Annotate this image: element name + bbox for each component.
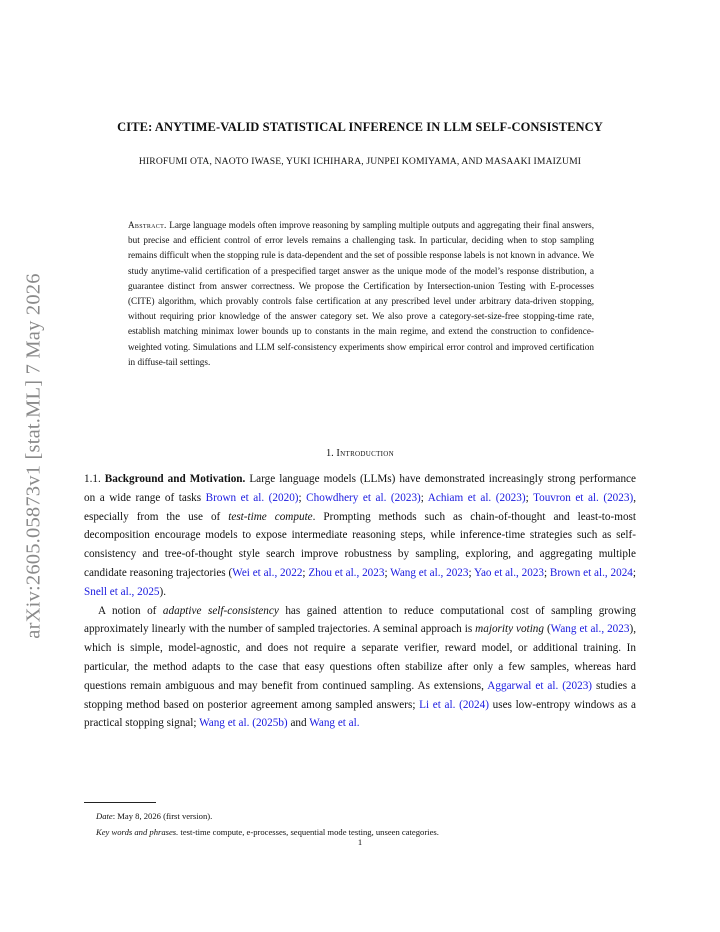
paragraph-text: ;	[632, 566, 636, 579]
paragraph-text: studies a stopping method based on posterior agreement among sampled answers;	[84, 679, 636, 711]
citation-link[interactable]: Wei et al., 2022	[232, 566, 303, 579]
citation-link[interactable]: Wang et al., 2023	[550, 623, 630, 636]
emphasis-text: adaptive self-consistency	[162, 604, 279, 617]
citation-link[interactable]: Touvron et al. (2023)	[533, 491, 634, 504]
citation-link[interactable]: Aggarwal et al. (2023)	[487, 679, 593, 692]
paragraph-text: Large language models (LLMs) have demonstrated increasingly strong performance on a wide range of tasks	[84, 473, 636, 504]
paragraph-text: ;	[302, 566, 309, 579]
section-title: Introduction	[336, 448, 395, 459]
paragraph-text: (	[543, 623, 551, 636]
paragraph-text: ;	[298, 491, 307, 504]
paragraph-text: ;	[468, 566, 474, 579]
paragraph-text: A notion of	[98, 604, 163, 617]
body-text	[84, 470, 636, 733]
footnote-keywords-text: test-time compute, e-processes, sequential mode testing, unseen categories.	[178, 827, 439, 837]
paragraph-text: ;	[420, 491, 428, 504]
citation-link[interactable]: Yao et al., 2023	[473, 566, 545, 579]
citation-link[interactable]: Wang et al., 2023	[390, 566, 469, 579]
paragraph-text: ;	[525, 491, 534, 504]
emphasis-text: majority voting	[475, 623, 544, 636]
paper-authors: HIROFUMI OTA, NAOTO IWASE, YUKI ICHIHARA, JUNPEI KOMIYAMA, AND MASAAKI IMAIZUMI	[138, 156, 582, 167]
citation-link[interactable]: Zhou et al., 2023	[308, 566, 385, 579]
arxiv-identifier-text: arXiv:2605.05873v1 [stat.ML] 7 May 2026	[22, 273, 45, 639]
footnote-date-text: : May 8, 2026 (first version).	[112, 811, 213, 821]
footnote-rule	[84, 802, 156, 803]
paragraph-text: . Prompting methods such as chain-of-thought and least-to-most decomposition encourage models to expose intermediate reasoning steps, while inference-time strategies such as self-consistency and tree-of-thought style search improve robustness by sampling, exploring, and aggregating multiple candidate reasoning trajectories (	[84, 510, 636, 579]
footnote-date-label: Date	[96, 811, 113, 821]
citation-link[interactable]: Achiam et al. (2023)	[427, 491, 526, 504]
paragraph-text: uses low-entropy windows as a practical stopping signal;	[84, 698, 636, 730]
paragraph-background	[84, 470, 636, 602]
abstract-text: Large language models often improve reasoning by sampling multiple outputs and aggregating their final answers, but precise and efficient control of error levels remains a challenging task. In particular, deciding when to stop sampling remains difficult when the stopping rule is data-dependent and the set of possible response labels is not known in advance. We study anytime-valid certification of a prespecified target answer as the unique mode of the model’s response distribution, a guarantee distinct from answer correctness. We propose the Certification by Intersection-union Testing with E-processes (CITE) algorithm, which provably controls false certification at any prescribed level under arbitrary data-driven stopping, without requiring prior knowledge of the answer category set. We also prove a category-set-size-free stopping-time rate, establish matching minimax lower bounds up to constants in the main regime, and extend the construction to confidence-weighted voting. Simulations and LLM self-consistency experiments show empirical error control and improved certification in diffuse-tail settings.	[128, 220, 594, 367]
footnote-keywords-label: Key words and phrases.	[96, 827, 179, 837]
abstract	[128, 218, 594, 370]
subsection-number: 1.1.	[84, 473, 101, 485]
citation-link[interactable]: Snell et al., 2025	[84, 585, 160, 598]
abstract-label: Abstract.	[128, 220, 167, 230]
paragraph-text: ).	[159, 585, 167, 598]
emphasis-text: test-time compute	[228, 510, 313, 523]
paragraph-text: and	[287, 717, 310, 730]
section-number: 1.	[325, 448, 334, 459]
citation-link[interactable]: Brown et al., 2024	[549, 566, 633, 579]
paragraph-text: has gained attention to reduce computational cost of sampling growing approximately linearly with the number of sampled trajectories. A seminal approach is	[84, 604, 636, 636]
page-number: 1	[357, 837, 363, 847]
citation-link[interactable]: Brown et al. (2020)	[205, 491, 299, 504]
paragraph-adaptive-self-consistency	[84, 602, 636, 734]
section-heading	[0, 448, 720, 459]
citation-link[interactable]: Wang et al.	[309, 717, 360, 730]
paper-title: CITE: ANYTIME-VALID STATISTICAL INFERENCE IN LLM SELF-CONSISTENCY	[117, 120, 603, 134]
footnote-date	[96, 808, 636, 824]
citation-link[interactable]: Wang et al. (2025b)	[199, 717, 288, 730]
footnotes	[96, 808, 636, 840]
paragraph-text: ), which is simple, model-agnostic, and does not require a separate verifier, reward model, or additional training. In particular, the method adapts to the case that easy questions often stabilize after only a few samples, whereas hard questions remain ambiguous and may benefit from continued sampling. As extensions,	[84, 623, 636, 692]
paragraph-text: ;	[544, 566, 550, 579]
paragraph-text: , especially from the use of	[84, 491, 636, 523]
subsection-title: Background and Motivation.	[104, 473, 246, 485]
paragraph-text: ;	[384, 566, 391, 579]
citation-link[interactable]: Li et al. (2024)	[419, 698, 489, 711]
citation-link[interactable]: Chowdhery et al. (2023)	[306, 491, 421, 504]
